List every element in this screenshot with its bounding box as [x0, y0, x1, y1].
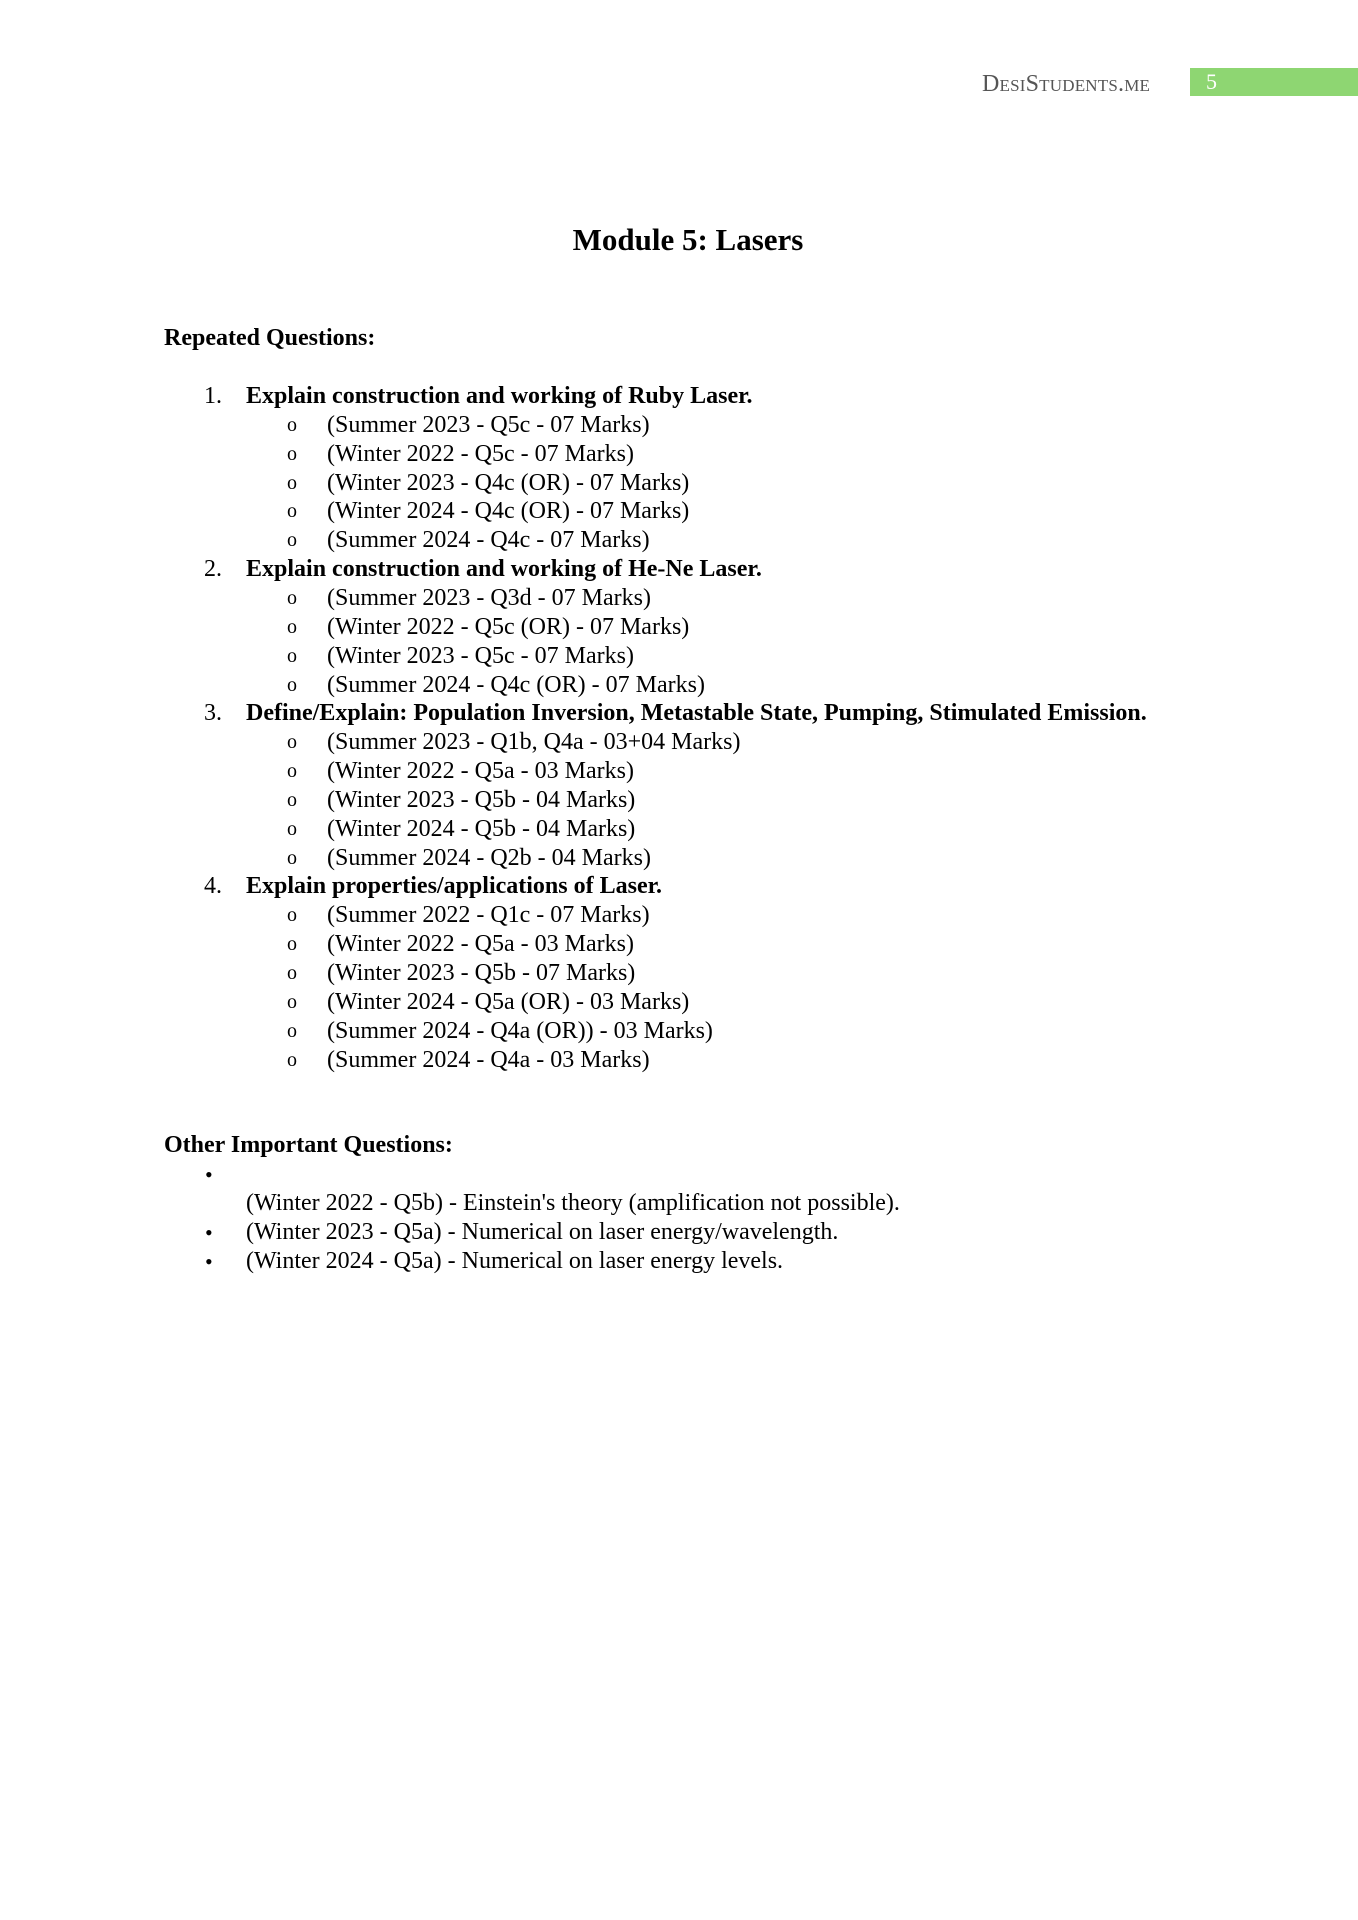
occurrence-text: (Winter 2022 - Q5c - 07 Marks): [327, 440, 634, 467]
question-number: 2.: [204, 556, 222, 583]
circle-bullet-icon: o: [287, 442, 297, 465]
other-question-text: (Winter 2022 - Q5b) - Einstein's theory (amplification not possible).: [246, 1190, 900, 1216]
occurrence-text: (Summer 2024 - Q2b - 04 Marks): [327, 844, 651, 871]
circle-bullet-icon: o: [287, 788, 297, 811]
occurrence-text: (Summer 2023 - Q3d - 07 Marks): [327, 584, 651, 611]
occurrence-text: (Winter 2024 - Q5b - 04 Marks): [327, 815, 636, 842]
page-number-badge: [1190, 68, 1358, 96]
circle-bullet-icon: o: [287, 990, 297, 1013]
question-text: Explain construction and working of He-Ne Laser.: [246, 556, 762, 583]
occurrence-text: (Summer 2022 - Q1c - 07 Marks): [327, 902, 650, 929]
circle-bullet-icon: o: [287, 760, 297, 783]
circle-bullet-icon: o: [287, 962, 297, 984]
occurrence-text: (Winter 2023 - Q5b - 04 Marks): [327, 786, 636, 813]
occurrence-text: (Summer 2024 - Q4c (OR) - 07 Marks): [327, 671, 705, 698]
question-text: Define/Explain: Population Inversion, Metastable State, Pumping, Stimulated Emission.: [246, 700, 1147, 727]
circle-bullet-icon: o: [287, 1048, 297, 1071]
circle-bullet-icon: o: [287, 529, 297, 552]
circle-bullet-icon: o: [287, 413, 297, 436]
bullet-icon: •: [205, 1162, 213, 1187]
occurrence-text: (Winter 2022 - Q5c (OR) - 07 Marks): [327, 613, 690, 640]
question-text: Explain properties/applications of Laser.: [246, 873, 663, 900]
occurrence-text: (Summer 2023 - Q1b, Q4a - 03+04 Marks): [327, 729, 741, 756]
repeated-questions-heading: Repeated Questions:: [164, 325, 376, 351]
page-number: 5: [1206, 69, 1217, 94]
occurrence-text: (Winter 2023 - Q5b - 07 Marks): [327, 960, 636, 986]
occurrence-text: (Winter 2022 - Q5a - 03 Marks): [327, 931, 634, 958]
question-number: 4.: [204, 873, 222, 900]
question-number: 1.: [204, 383, 222, 409]
occurrence-text: (Winter 2024 - Q5a (OR) - 03 Marks): [327, 988, 690, 1015]
bullet-icon: •: [205, 1220, 213, 1245]
bullet-icon: •: [205, 1249, 213, 1274]
circle-bullet-icon: o: [287, 500, 297, 523]
circle-bullet-icon: o: [287, 731, 297, 754]
occurrence-text: (Summer 2024 - Q4a - 03 Marks): [327, 1046, 650, 1073]
other-question-text: (Winter 2023 - Q5a) - Numerical on laser energy/wavelength.: [246, 1219, 839, 1245]
site-brand: DesiStudents.me: [982, 71, 1151, 97]
occurrence-text: (Summer 2024 - Q4a (OR)) - 03 Marks): [327, 1017, 713, 1044]
occurrence-text: (Summer 2023 - Q5c - 07 Marks): [327, 411, 650, 438]
circle-bullet-icon: o: [287, 471, 297, 494]
circle-bullet-icon: o: [287, 933, 297, 956]
circle-bullet-icon: o: [287, 615, 297, 638]
page-title: [0, 222, 1358, 258]
occurrence-text: (Winter 2023 - Q5c - 07 Marks): [327, 642, 634, 669]
circle-bullet-icon: o: [287, 1019, 297, 1042]
occurrence-text: (Winter 2023 - Q4c (OR) - 07 Marks): [327, 469, 690, 496]
question-text: Explain construction and working of Ruby Laser.: [246, 383, 753, 409]
circle-bullet-icon: o: [287, 644, 297, 667]
occurrence-text: (Winter 2024 - Q4c (OR) - 07 Marks): [327, 498, 690, 525]
other-questions-heading: Other Important Questions:: [164, 1132, 453, 1158]
page-title-text: Module 5: Lasers: [572, 222, 804, 257]
occurrence-text: (Summer 2024 - Q4c - 07 Marks): [327, 527, 650, 554]
circle-bullet-icon: o: [287, 904, 297, 927]
occurrence-text: (Winter 2022 - Q5a - 03 Marks): [327, 758, 634, 785]
circle-bullet-icon: o: [287, 817, 297, 840]
question-number: 3.: [204, 700, 222, 727]
circle-bullet-icon: o: [287, 846, 297, 869]
other-question-text: (Winter 2024 - Q5a) - Numerical on laser energy levels.: [246, 1248, 784, 1274]
circle-bullet-icon: o: [287, 586, 297, 609]
circle-bullet-icon: o: [287, 673, 297, 696]
